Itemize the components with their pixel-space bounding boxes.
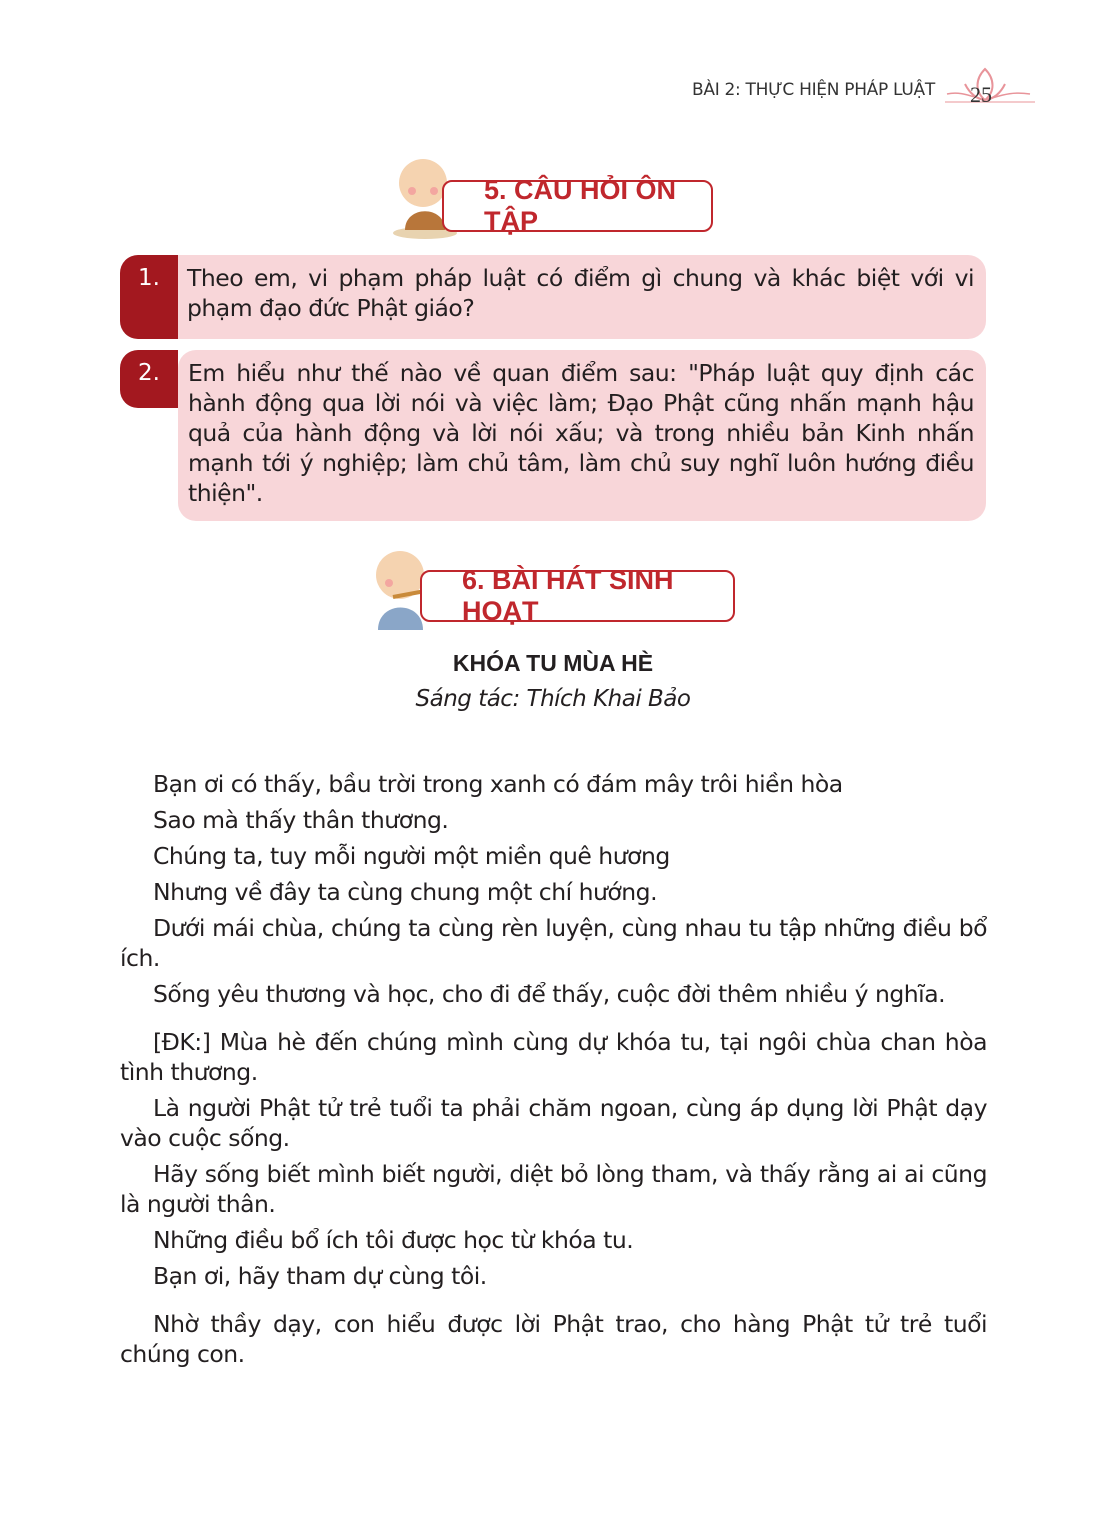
section-title-review: 5. CÂU HỎI ÔN TẬP [442,180,713,232]
lyric-line: Chúng ta, tuy mỗi người một miền quê hương [153,842,670,870]
song-title: KHÓA TU MÙA HÈ [452,650,654,676]
page-number: 25 [970,82,992,107]
lyric-line: Bạn ơi, hãy tham dự cùng tôi. [153,1262,487,1290]
question-number: 1. [120,255,178,339]
question-text: Em hiểu như thế nào về quan điểm sau: "Pháp luật quy định các hành động qua lời nói và việc làm; Đạo Phật cũng nhấn mạnh hậu quả của hành động và lời nói xấu; và trong nhiều bản Kinh nhấn mạnh tới ý nghiệp; làm chủ tâm, làm chủ suy nghĩ luôn hướng điều thiện". [188,359,974,507]
lyric-line: Những điều bổ ích tôi được học từ khóa tu. [153,1226,634,1254]
lyric-line: Dưới mái chùa, chúng ta cùng rèn luyện, cùng nhau tu tập những điều bổ ích. [120,914,987,972]
question-2 [178,350,986,521]
question-1 [120,255,986,339]
lyric-line: [ĐK:] Mùa hè đến chúng mình cùng dự khóa tu, tại ngôi chùa chan hòa tình thương. [120,1028,987,1086]
lesson-header: BÀI 2: THỰC HIỆN PHÁP LUẬT [692,80,935,100]
lyric-line: Bạn ơi có thấy, bầu trời trong xanh có đám mây trôi hiền hòa [153,770,843,798]
lyric-line: Sống yêu thương và học, cho đi để thấy, cuộc đời thêm nhiều ý nghĩa. [153,980,946,1008]
song-lyrics [120,769,987,1375]
lyric-line: Nhờ thầy dạy, con hiểu được lời Phật trao, cho hàng Phật tử trẻ tuổi chúng con. [120,1310,987,1368]
question-number: 2. [120,350,178,408]
song-author: Sáng tác: Thích Khai Bảo [415,686,691,712]
section-title-song: 6. BÀI HÁT SINH HOẠT [420,570,735,622]
lyric-line: Hãy sống biết mình biết người, diệt bỏ lòng tham, và thấy rằng ai ai cũng là người thân. [120,1160,987,1218]
lyric-line: Sao mà thấy thân thương. [153,806,449,834]
lyric-line: Nhưng về đây ta cùng chung một chí hướng. [153,878,658,906]
question-text: Theo em, vi phạm pháp luật có điểm gì chung và khác biệt với vi phạm đạo đức Phật giáo? [187,264,974,322]
lyric-line: Là người Phật tử trẻ tuổi ta phải chăm ngoan, cùng áp dụng lời Phật dạy vào cuộc sống. [120,1094,987,1152]
